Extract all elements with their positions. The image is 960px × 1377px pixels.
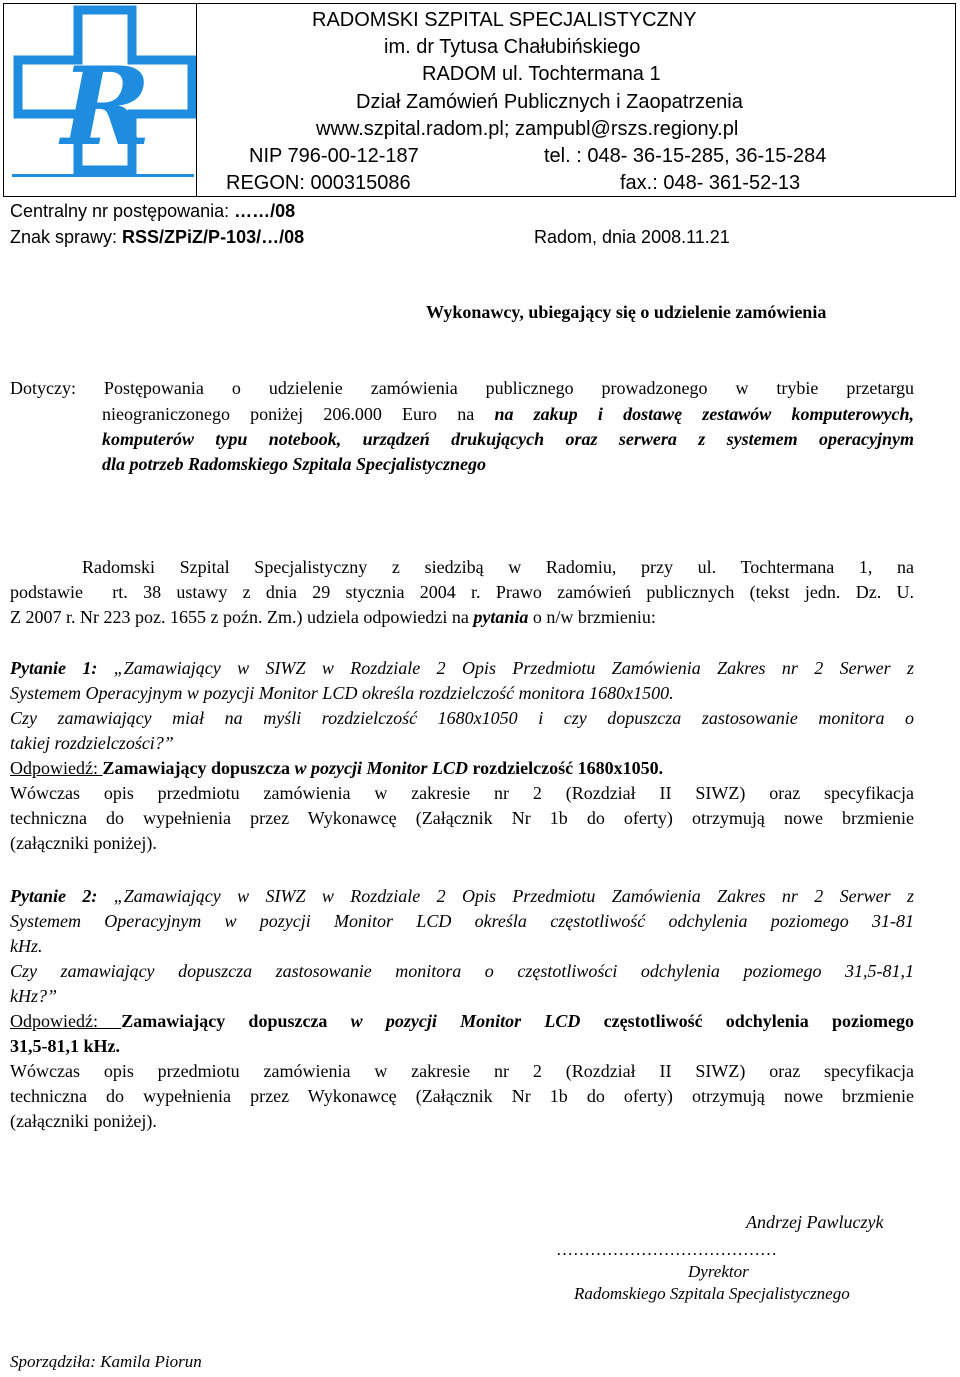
q2-answer-line-2: 31,5-81,1 kHz.: [10, 1036, 120, 1056]
q2-line-3: kHz.: [10, 936, 43, 956]
place-date: Radom, dnia 2008.11.21: [534, 227, 730, 247]
q1-line-4: takiej rozdzielczości?”: [10, 733, 174, 753]
q1-result-line-1: Wówczas opis przedmiotu zamówienia w zakresie nr 2 (Rozdział II SIWZ) oraz specyfikacja: [10, 783, 914, 803]
q2-line-4: Czy zamawiający dopuszcza zastosowanie monitora o częstotliwości odchylenia poziomego 31,5-81,1: [10, 961, 914, 981]
subject-line-4: dla potrzeb Radomskiego Szpitala Specjalistycznego: [102, 454, 487, 474]
q1-line-1: Pytanie 1: „Zamawiający w SIWZ w Rozdziale 2 Opis Przedmiotu Zamówienia Zakres nr 2 Serwer z: [10, 658, 914, 678]
case-number-label: Znak sprawy:: [10, 227, 123, 247]
intro-line-3: Z 2007 r. Nr 223 poz. 1655 z poźn. Zm.) udziela odpowiedzi na pytania o n/w brzmieniu:: [10, 607, 656, 627]
logo-letter: R: [61, 44, 151, 170]
recipient: Wykonawcy, ubiegający się o udzielenie zamówienia: [426, 302, 827, 322]
institution-address: RADOM ul. Tochtermana 1: [422, 63, 661, 85]
subject-line-2: nieograniczonego poniżej 206.000 Euro na na zakup i dostawę zestawów komputerowych,: [102, 404, 915, 424]
q2-line-1: Pytanie 2: „Zamawiający w SIWZ w Rozdziale 2 Opis Przedmiotu Zamówienia Zakres nr 2 Serwer z: [10, 886, 914, 906]
institution-fax: fax.: 048- 361-52-13: [620, 172, 801, 194]
signature-org: Radomskiego Szpitala Specjalistycznego: [574, 1284, 850, 1303]
q2-result-line-1: Wówczas opis przedmiotu zamówienia w zakresie nr 2 (Rozdział II SIWZ) oraz specyfikacja: [10, 1061, 914, 1081]
subject-line-3: komputerów typu notebook, urządzeń drukujących oraz serwera z systemem operacyjnym: [102, 429, 914, 449]
central-number-label: Centralny nr postępowania:: [10, 201, 235, 221]
case-number-value: RSS/ZPiZ/P-103/…/08: [122, 227, 305, 247]
q1-answer-label: Odpowiedź:: [10, 758, 103, 778]
q1-line-2: Systemem Operacyjnym w pozycji Monitor LCD określa rozdzielczość monitora 1680x1500.: [10, 683, 674, 703]
logo-divider: [196, 3, 197, 197]
q1-line-3: Czy zamawiający miał na myśli rozdzielczość 1680x1050 i czy dopuszcza zastosowanie monitora o: [10, 708, 914, 728]
institution-patron: im. dr Tytusa Chałubińskiego: [384, 36, 641, 58]
q1-result-line-3: (załączniki poniżej).: [10, 833, 157, 853]
q1-label: Pytanie 1:: [10, 658, 98, 678]
hospital-logo: [10, 4, 196, 194]
q1-answer: Odpowiedź: Zamawiający dopuszcza w pozycji Monitor LCD rozdzielczość 1680x1050.: [10, 758, 664, 778]
case-number: [10, 224, 304, 250]
subject-line-1: Dotyczy: Postępowania o udzielenie zamówienia publicznego prowadzonego w trybie przetargu: [10, 378, 914, 398]
central-number: [10, 198, 295, 224]
intro-line-1: Radomski Szpital Specjalistyczny z siedzibą w Radomiu, przy ul. Tochtermana 1, na: [82, 557, 914, 577]
q2-result-line-3: (załączniki poniżej).: [10, 1111, 157, 1131]
signature-dots: …………………………………: [556, 1240, 777, 1259]
q2-label: Pytanie 2:: [10, 886, 98, 906]
intro-line-2: podstawie rt. 38 ustawy z dnia 29 stycznia 2004 r. Prawo zamówień publicznych (tekst jedn. Dz. U.: [10, 582, 914, 602]
signature-title: Dyrektor: [688, 1262, 749, 1281]
institution-phone: tel. : 048- 36-15-285, 36-15-284: [544, 145, 827, 167]
q2-answer-label: Odpowiedź:: [10, 1011, 122, 1031]
q2-answer: Odpowiedź: Zamawiający dopuszcza w pozycji Monitor LCD częstotliwość odchylenia poziomego: [10, 1011, 915, 1031]
prepared-by: Sporządziła: Kamila Piorun: [10, 1352, 202, 1371]
institution-nip: NIP 796-00-12-187: [249, 145, 419, 167]
institution-web-email: www.szpital.radom.pl; zampubl@rszs.regiony.pl: [316, 118, 739, 140]
institution-name: RADOMSKI SZPITAL SPECJALISTYCZNY: [312, 9, 697, 31]
institution-regon: REGON: 000315086: [226, 172, 411, 194]
q2-result-line-2: techniczna do wypełnienia przez Wykonawcę (Załącznik Nr 1b do oferty) otrzymują nowe brzmienie: [10, 1086, 914, 1106]
institution-department: Dział Zamówień Publicznych i Zaopatrzenia: [356, 91, 743, 113]
q2-line-5: kHz?”: [10, 986, 58, 1006]
central-number-value: ……/08: [234, 201, 296, 221]
q2-line-2: Systemem Operacyjnym w pozycji Monitor LCD określa częstotliwość odchylenia poziomego 31-81: [10, 911, 914, 931]
q1-result-line-2: techniczna do wypełnienia przez Wykonawcę (Załącznik Nr 1b do oferty) otrzymują nowe brzmienie: [10, 808, 914, 828]
signature-name: Andrzej Pawluczyk: [746, 1212, 884, 1232]
